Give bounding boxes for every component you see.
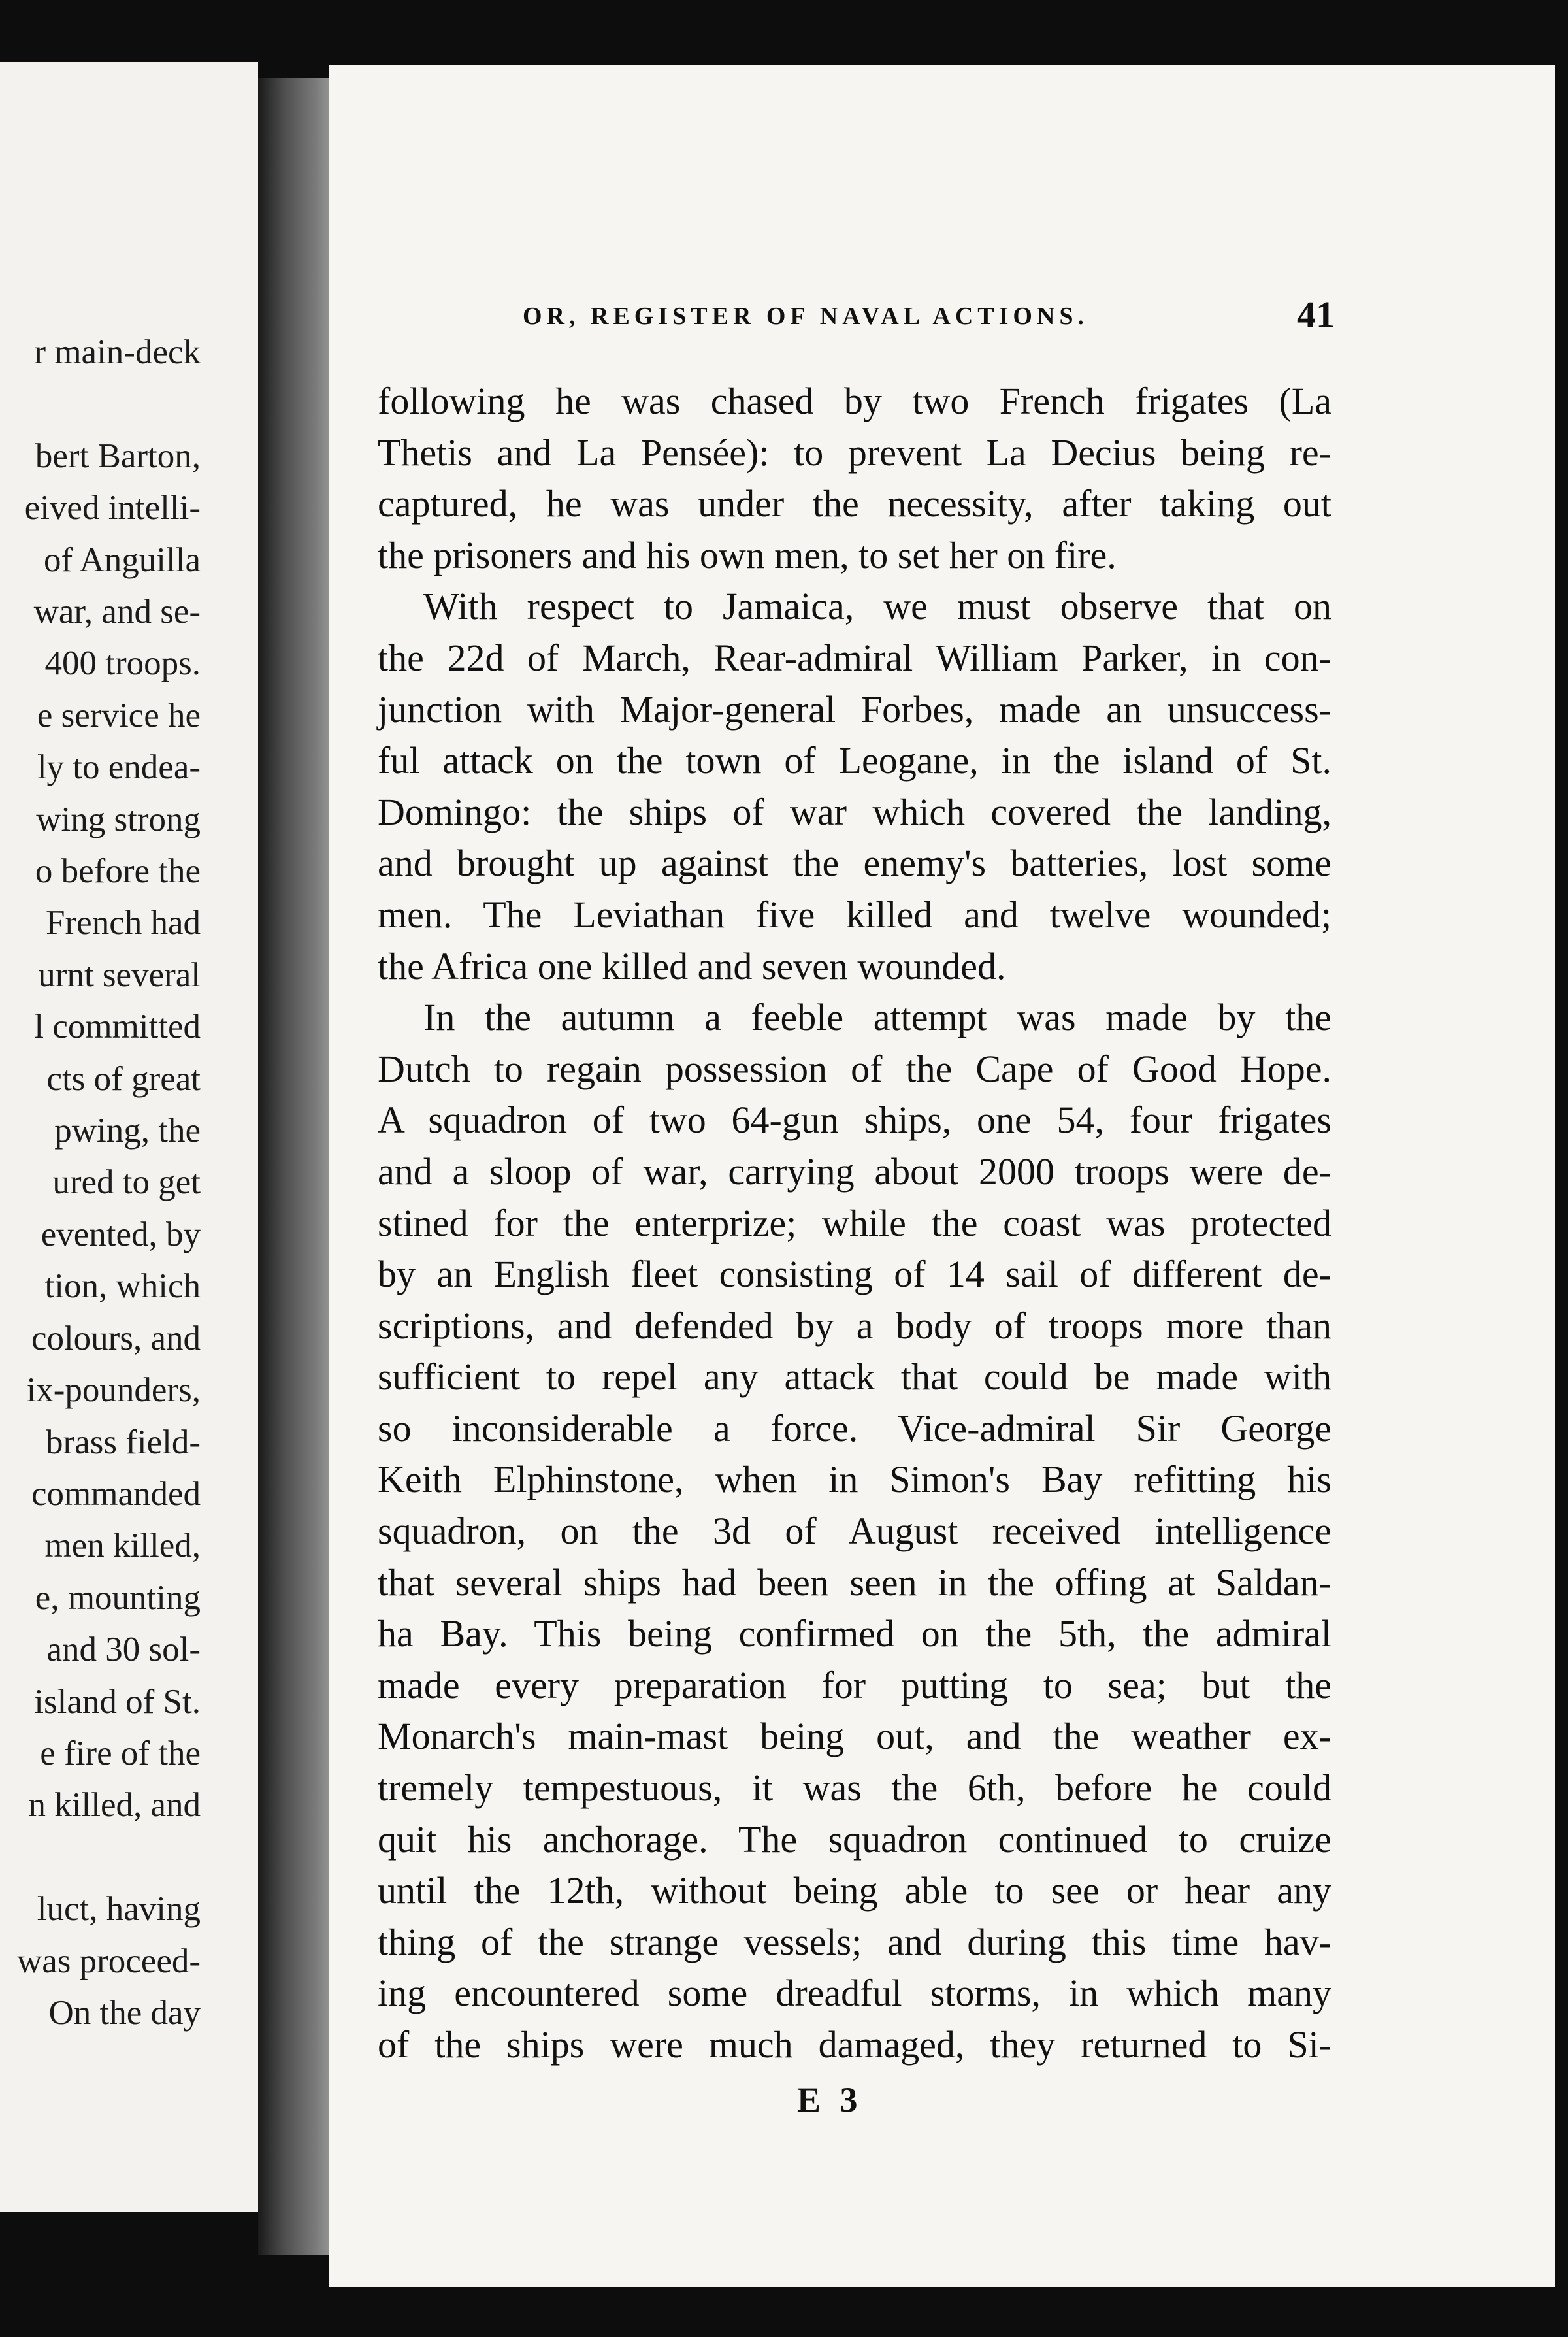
left-page-line: bert Barton, xyxy=(35,437,201,475)
text-line: scriptions, and defended by a body of troops more than xyxy=(378,1304,1331,1347)
running-head: OR, REGISTER OF NAVAL ACTIONS. xyxy=(523,303,1089,330)
text-line: so inconsiderable a force. Vice-admiral Sir George xyxy=(378,1406,1331,1450)
text-line: captured, he was under the necessity, after taking out xyxy=(378,482,1331,525)
left-page-line: colours, and xyxy=(31,1319,201,1357)
left-page-line: men killed, xyxy=(44,1527,201,1565)
text-line: men. The Leviathan five killed and twelve wounded; xyxy=(378,893,1331,936)
left-page-line: n killed, and xyxy=(28,1786,201,1825)
text-line: ful attack on the town of Leogane, in the island of St. xyxy=(378,739,1331,782)
text-line: ing encountered some dreadful storms, in which many xyxy=(378,1972,1331,2015)
left-page-line: and 30 sol- xyxy=(46,1631,201,1669)
text-line: thing of the strange vessels; and during this time hav- xyxy=(378,1920,1331,1963)
text-line: until the 12th, without being able to see or hear any xyxy=(378,1869,1331,1912)
text-line: tremely tempestuous, it was the 6th, before he could xyxy=(378,1766,1331,1810)
left-page-line: French had xyxy=(46,904,201,942)
text-line: that several ships had been seen in the offing at Saldan- xyxy=(378,1561,1331,1604)
left-page-line: e service he xyxy=(37,696,201,735)
text-line: Dutch to regain possession of the Cape of Good Hope. xyxy=(378,1047,1331,1090)
page-number: 41 xyxy=(1297,293,1335,336)
text-line: With respect to Jamaica, we must observe that on xyxy=(423,585,1331,628)
left-page-blank-line xyxy=(17,1832,201,1883)
left-page-line: r main-deck xyxy=(34,333,201,371)
text-line: sufficient to repel any attack that could be made with xyxy=(378,1355,1331,1399)
left-page-line: eived intelli- xyxy=(24,489,201,527)
text-line: by an English fleet consisting of 14 sail of different de- xyxy=(378,1253,1331,1296)
left-page-line: brass field- xyxy=(46,1423,201,1461)
left-page-blank-line xyxy=(17,378,201,430)
left-page-line: war, and se- xyxy=(33,593,201,631)
left-page-line: commanded xyxy=(31,1474,201,1513)
text-line: made every preparation for putting to sea; but the xyxy=(378,1663,1331,1706)
left-page-line: luct, having xyxy=(37,1890,201,1929)
text-line: stined for the enterprize; while the coast was protected xyxy=(378,1201,1331,1244)
body-text xyxy=(378,376,1331,2071)
text-line: Keith Elphinstone, when in Simon's Bay refitting his xyxy=(378,1458,1331,1501)
paragraph xyxy=(378,992,1331,2070)
left-page-line: ly to endea- xyxy=(37,748,201,787)
left-page-line: wing strong xyxy=(36,800,201,838)
left-page-line: l committed xyxy=(34,1008,201,1046)
left-page-line: tion, which xyxy=(44,1267,201,1306)
left-page-line: On the day xyxy=(48,1993,201,2032)
text-line: Thetis and La Pensée): to prevent La Decius being re- xyxy=(378,431,1331,474)
text-line: and brought up against the enemy's batteries, lost some xyxy=(378,842,1331,885)
text-line: Domingo: the ships of war which covered the landing, xyxy=(378,790,1331,833)
left-page-line: ured to get xyxy=(52,1163,201,1202)
text-line: the Africa one killed and seven wounded. xyxy=(378,944,1006,987)
text-line: following he was chased by two French frigates (La xyxy=(378,380,1331,422)
text-line: junction with Major-general Forbes, made an unsuccess- xyxy=(378,688,1331,731)
left-page-line: was proceed- xyxy=(16,1942,201,1980)
left-page-line: e fire of the xyxy=(40,1734,201,1772)
left-page-line: island of St. xyxy=(34,1682,201,1721)
left-page-line: o before the xyxy=(35,852,201,891)
text-line: quit his anchorage. The squadron continued to cruize xyxy=(378,1817,1331,1861)
text-line: and a sloop of war, carrying about 2000 troops were de- xyxy=(378,1150,1331,1193)
left-page-line: ix-pounders, xyxy=(26,1371,201,1410)
left-page-line: urnt several xyxy=(38,955,201,994)
left-page-text xyxy=(17,327,201,2039)
text-line: Monarch's main-mast being out, and the weather ex- xyxy=(378,1715,1331,1758)
left-page xyxy=(0,62,258,2212)
text-line: the 22d of March, Rear-admiral William Parker, in con- xyxy=(378,636,1331,679)
text-line: In the autumn a feeble attempt was made by the xyxy=(423,996,1331,1039)
left-page-line: 400 troops. xyxy=(44,644,201,683)
left-page-line: e, mounting xyxy=(35,1578,201,1617)
left-page-line: pwing, the xyxy=(54,1112,201,1150)
paragraph xyxy=(378,581,1331,992)
paragraph xyxy=(378,376,1331,581)
text-line: squadron, on the 3d of August received intelligence xyxy=(378,1510,1331,1553)
text-line: ha Bay. This being confirmed on the 5th, the admiral xyxy=(378,1612,1331,1655)
text-line: of the ships were much damaged, they returned to Si- xyxy=(378,2023,1331,2066)
left-page-line: of Anguilla xyxy=(44,540,201,579)
text-line: the prisoners and his own men, to set her on fire. xyxy=(378,533,1117,576)
text-line: A squadron of two 64-gun ships, one 54, four frigates xyxy=(378,1099,1331,1142)
left-page-line: cts of great xyxy=(46,1059,201,1098)
left-page-line: evented, by xyxy=(41,1215,201,1253)
signature-mark: E 3 xyxy=(797,2080,863,2119)
